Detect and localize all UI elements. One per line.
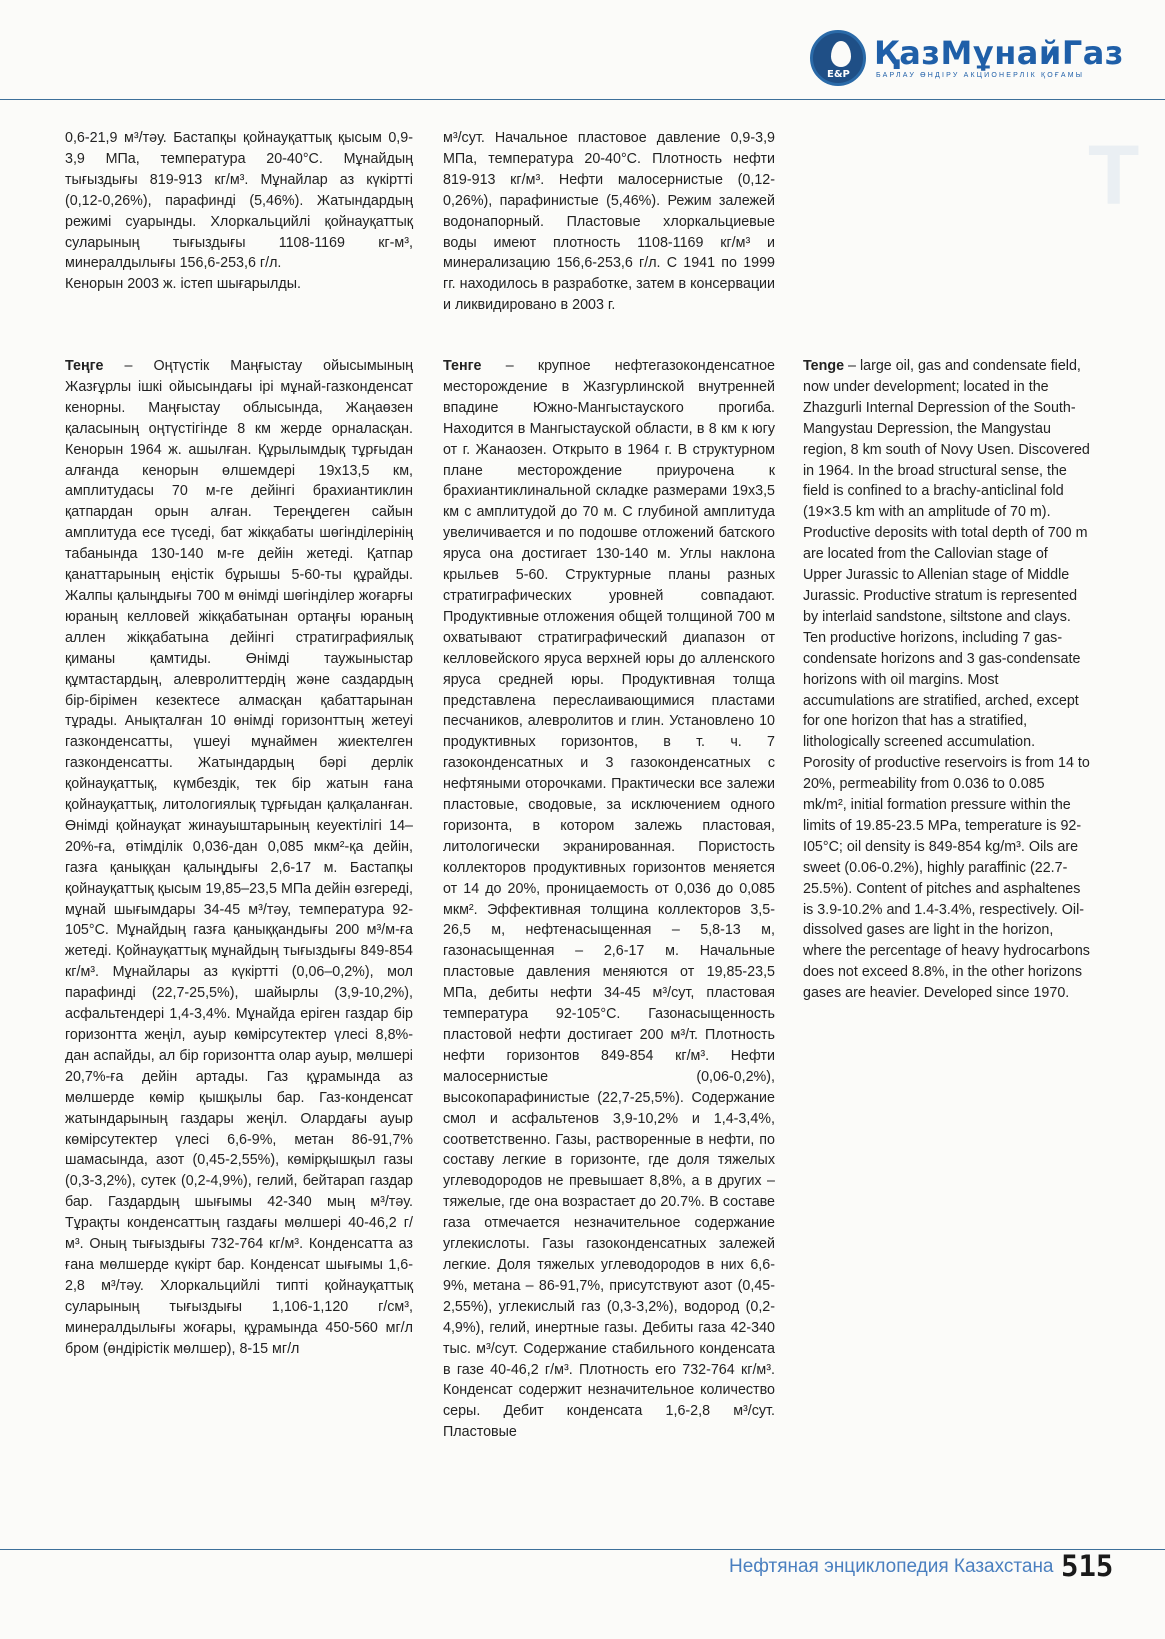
entry-english-term: Tenge: [803, 358, 845, 374]
page-number: 515: [1061, 1549, 1114, 1583]
logo-emblem-icon: [810, 30, 866, 86]
logo-name: ҚазМұнайГаз: [874, 34, 1124, 72]
entry-russian: [443, 356, 775, 1443]
oil-drop-icon: [831, 41, 851, 67]
logo-badge: E&P: [827, 69, 850, 80]
previous-entry-kazakh: [65, 128, 413, 295]
footer-title: Нефтяная энциклопедия Казахстана: [729, 1556, 1054, 1577]
previous-entry-russian: [443, 128, 775, 316]
footer-divider: [0, 1549, 1165, 1550]
entry-kazakh-text: – Оңтүстік Маңғыстау ойысымының Жазғұрлы ішкі ойысындағы ірі мұнай-газконденсат кенорны. Маңғыстау облысында, Жаңаөзен қаласының оңтүстігінде 8 км жерде орналасқан. Кенорын 1964 ж. ашылған. Құрылымдық тұрғыдан алғанда кенорын өлшемдері 19х13,5 км, амплитудасы 70 м-ге дейінгі брахиантиклин қатпардан орын алған. Тереңдеген сайын амплитуда есе түседі, бат жікқабаты шөгінділерінің табанында 130-140 м-ге дейін жетеді. Қатпар қанаттарының еңістік бұрышы 5-60-ты құрайды. Жалпы қалыңдығы 700 м өнімді шөгінділер жоғарғы юраның келловей жікқабатынан ортаңғы юраның аллен жікқабатына дейінгі стратиграфиялық қиманы қамтиды. Өнімді таужыныстар құмтастардың, алевролиттердің және саздардың бір-бірімен кезектесе алмасқан қабаттарынан тұрады. Анықталған 10 өнімді горизонттың жетеуі газконденсатты, үшеуі мұнаймен жиектелген газконденсатты. Жатындардың бәрі дерлік қойнауқаттық, күмбездік, тек бір жатын ғана қойнауқаттық, литологиялық тұрғыдан қалқаланған. Өнімді қойнауқат жинауыштарының кеуектілігі 14–20%-ға, өтімділік 0,036-дан 0,085 мкм²-қа дейін, газға қаныққан қалыңдығы 2,6-17 м. Бастапқы қойнауқаттық қысым 19,85–23,5 МПа дейін өзгереді, мұнай шығымдары 34-45 м³/тәу, температура 92-105°С. Мұнайдың газға қаныққандығы 200 м³/м-ға жетеді. Қойнауқаттық мұнайдың тығыздығы 849-854 кг/м³. Мұнайлары аз күкіртті (0,06–0,2%), мол парафинді (22,7-25,5%), шайырлы (3,9-10,2%), асфальтендері 1,4-3,4%. Мұнайда еріген газдар бір горизонтта жеңіл, ауыр көмірсутектер үлесі 8,8%-дан аспайды, ал бір горизонтта олар ауыр, мөлшері 20,7%-ға дейін артады. Газ құрамында аз мөлшерде көмір қышқылы бар. Газ-конденсат жатындарының газдары жеңіл. Олардағы ауыр көмірсутектер үлесі 6,6-9%, метан 86-91,7% шамасында, азот (0,45-2,55%), көмірқышқыл газы (0,3-3,2%), сутек (0,2-4,9%), гелий, бейтарап газдар бар. Газдардың шығымы 42-340 мың м³/тәу. Тұрақты конденсаттың газдағы мөлшері 40-46,2 г/м³. Оның тығыздығы 732-764 кг/м³. Конденсатта аз ғана мөлшерде күкірт бар. Конденсат шығымы 1,6-2,8 м³/тәу. Хлоркальцийлі типті қойнауқаттық суларының тығыздығы 1,106-1,120 г/см³, минералдылығы жоғары, құрамында 450-560 мг/л бром (өндірістік мөлшер), 8-15 мг/л: [65, 358, 413, 1357]
logo-subtitle: БАРЛАУ ӨНДІРУ АКЦИОНЕРЛІК ҚОҒАМЫ: [876, 72, 1085, 79]
previous-entry-kazakh-para-2: Кенорын 2003 ж. істеп шығарылды.: [65, 276, 301, 293]
entry-russian-text: – крупное нефтегазоконденсатное месторождение в Жазгурлинской внутренней впадине Южно-Мангыстауского прогиба. Находится в Мангыстауской области, в 8 км к югу от г. Жанаозен. Открыто в 1964 г. В структурном плане месторождение приурочена к брахиантиклинальной складке размерами 19х3,5 км с амплитудой до 70 м. С глубиной амплитуда увеличивается и по подошве отложений батского яруса она достигает 130-140 м. Углы наклона крыльев 5-60. Структурные планы разных стратиграфических уровней совпадают. Продуктивные отложения общей толщиной 700 м охватывают стратиграфический диапазон от келловейского яруса верхней юры до алленского яруса средней юры. Продуктивная толща представлена переслаивающимися пластами песчаников, алевролитов и глин. Установлено 10 продуктивных горизонтов, в т. ч. 7 газоконденсатных и 3 газоконденсатных с нефтяными оторочками. Практически все залежи пластовые, сводовые, за исключением одного горизонта, в котором залежь пластовая, литологически экранированная. Пористость коллекторов продуктивных горизонтов меняется от 14 до 20%, проницаемость от 0,036 до 0,085 мкм². Эффективная толщина коллекторов 3,5-26,5 м, нефтенасыщенная – 5,8-13 м, газонасыщенная – 2,6-17 м. Начальные пластовые давления меняются от 19,85-23,5 МПа, дебиты нефти 34-45 м³/сут, пластовая температура 92-105°С. Газонасыщенность пластовой нефти достигает 200 м³/т. Плотность нефти горизонтов 849-854 кг/м³. Нефти малосернистые (0,06-0,2%), высокопарафинистые (22,7-25,5%). Содержание смол и асфальтенов 3,9-10,2% и 1,4-3,4%, соответственно. Газы, растворенные в нефти, по составу легкие в горизонте, где доля тяжелых углеводородов не превышает 8,8%, а в других – тяжелые, где она возрастает до 20.7%. В составе газа отмечается незначительное содержание углекислоты. Газы газоконденсатных залежей легкие. Доля тяжелых углеводородов в них 6,6-9%, метана – 86-91,7%, присутствуют азот (0,45-2,55%), углекислый газ (0,3-3,2%), водород (0,2-4,9%), гелий, инертные газы. Дебиты газа 42-340 тыс. м³/сут. Содержание стабильного конденсата в газе 40-46,2 г/м³. Плотность его 732-764 кг/м³. Конденсат содержит незначительное количество серы. Дебит конденсата 1,6-2,8 м³/сут. Пластовые: [443, 358, 775, 1441]
entry-russian-paragraph: [443, 356, 775, 1443]
previous-entry-russian-para: м³/сут. Начальное пластовое давление 0,9-3,9 МПа, температура 20-40°С. Плотность нефти 819-913 кг/м³. Нефти малосернистые (0,12-0,26%), парафинистые (5,46%). Режим залежей водонапорный. Пластовые хлоркальциевые воды имеют плотность 1108-1169 кг/м³ и минерализацию 156,6-253,6 г/л. С 1941 по 1999 гг. находилось в разработке, затем в консервации и ликвидировано в 2003 г.: [443, 130, 775, 314]
entry-kazakh-paragraph: [65, 356, 413, 1360]
entry-kazakh: [65, 356, 413, 1360]
entry-english: [803, 356, 1090, 1004]
header-divider: [0, 99, 1165, 100]
previous-entry-kazakh-para-1: 0,6-21,9 м³/тәу. Бастапқы қойнауқаттық қысым 0,9-3,9 МПа, температура 20-40°С. Мұнайдың тығыздығы 819-913 кг/м³. Мұнайлар аз күкіртті (0,12-0,26%), парафинді (5,46%). Жатындардың режимі суарынды. Хлоркальцийлі қойнауқаттық суларының тығыздығы 1108-1169 кг-м³, минералдылығы 156,6-253,6 г/л.: [65, 130, 413, 272]
entry-kazakh-term: Теңге: [65, 358, 104, 374]
company-logo: [810, 30, 1124, 94]
section-letter: Т: [1088, 128, 1140, 222]
entry-russian-term: Тенге: [443, 358, 482, 374]
entry-english-text: – large oil, gas and condensate field, now under development; located in the Zhazgurli Internal Depression of the South-Mangystau Depression, the Mangystau region, 8 km south of Novy Usen. Discovered in 1964. In the broad structural sense, the field is confined to a brachy-anticlinal fold (19×3.5 km with an amplitude of 70 m). Productive deposits with total depth of 700 m are located from the Callovian stage of Upper Jurassic to Allenian stage of Middle Jurassic. Productive stratum is represented by interlaid sandstone, siltstone and clays. Ten productive horizons, including 7 gas-condensate horizons and 3 gas-condensate horizons with oil margins. Most accumulations are stratified, arched, except for one horizon that has a stratified, lithologically screened accumulation. Porosity of productive reservoirs is from 14 to 20%, permeability from 0.036 to 0.085 mk/m², initial formation pressure within the limits of 19.85-23.5 MPa, temperature is 92-I05°C; oil density is 849-854 kg/m³. Oils are sweet (0.06-0.2%), highly paraffinic (22.7-25.5%). Content of pitches and asphaltenes is 3.9-10.2% and 1.4-3.4%, respectively. Oil-dissolved gases are light in the horizon, where the percentage of heavy hydrocarbons does not exceed 8.8%, in the other horizons gases are heavier. Developed since 1970.: [803, 358, 1090, 1002]
entry-english-paragraph: [803, 356, 1090, 1004]
